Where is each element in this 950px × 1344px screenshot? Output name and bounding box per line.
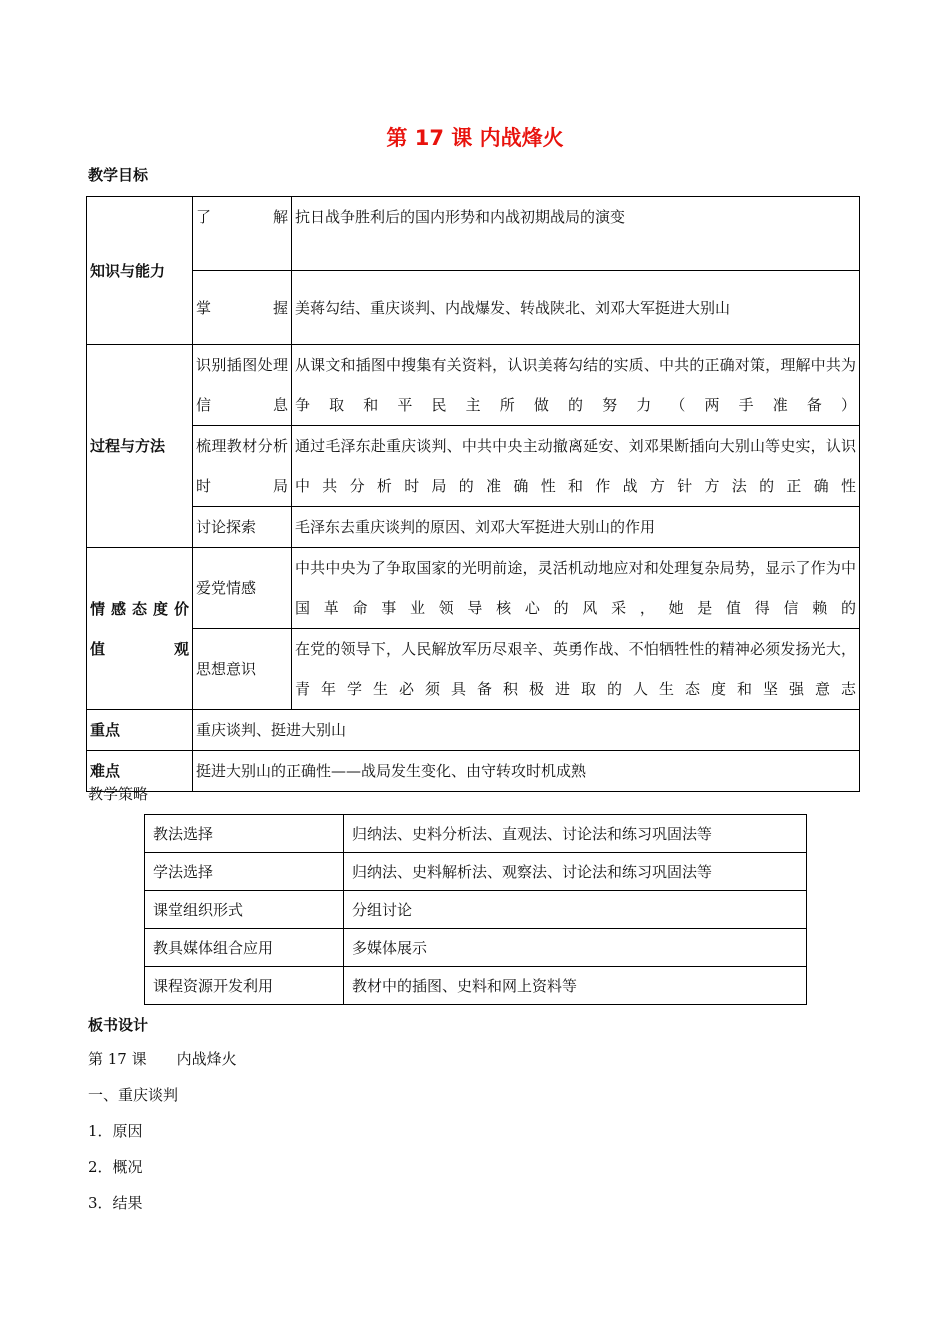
emotion-category: 情 感 态 度 价 值 观 <box>87 548 193 710</box>
row-label: 掌握 <box>193 271 292 345</box>
table-row <box>87 426 860 507</box>
table-row <box>145 853 807 891</box>
table-row <box>87 548 860 629</box>
strategy-label: 教法选择 <box>145 815 344 853</box>
board-heading: 板书设计 <box>88 1016 149 1034</box>
row-content: 抗日战争胜利后的国内形势和内战初期战局的演变 <box>292 197 860 271</box>
row-content: 毛泽东去重庆谈判的原因、刘邓大军挺进大别山的作用 <box>292 507 860 548</box>
row-content: 通过毛泽东赴重庆谈判、中共中央主动撤离延安、刘邓果断插向大别山等史实，认识中共分析时局的准确性和作战方针方法的正确性 <box>292 426 860 507</box>
table-row <box>87 710 860 751</box>
strategy-heading: 教学策略 <box>88 785 149 803</box>
process-category: 过程与方法 <box>87 345 193 548</box>
strategy-label: 课程资源开发利用 <box>145 967 344 1005</box>
row-label: 讨论探索 <box>193 507 292 548</box>
strategy-label: 课堂组织形式 <box>145 891 344 929</box>
row-label: 识别插图处理信息 <box>193 345 292 426</box>
table-row <box>87 507 860 548</box>
table-row <box>145 967 807 1005</box>
board-section-title: 一、重庆谈判 <box>88 1086 179 1104</box>
table-row <box>87 345 860 426</box>
strategy-value: 多媒体展示 <box>344 929 807 967</box>
strategy-value: 分组讨论 <box>344 891 807 929</box>
table-row <box>87 197 860 271</box>
board-item: 2．概况 <box>88 1158 143 1176</box>
strategy-label: 学法选择 <box>145 853 344 891</box>
board-item: 1．原因 <box>88 1122 143 1140</box>
difficulty-label: 难点 <box>87 751 193 792</box>
row-content: 从课文和插图中搜集有关资料，认识美蒋勾结的实质、中共的正确对策，理解中共为争取和平民主所做的努力（两手准备） <box>292 345 860 426</box>
page-title: 第 17 课 内战烽火 <box>386 126 564 150</box>
strategy-table <box>144 814 807 1005</box>
row-content: 在党的领导下，人民解放军历尽艰辛、英勇作战、不怕牺牲性的精神必须发扬光大，青年学生必须具备积极进取的人生态度和坚强意志 <box>292 629 860 710</box>
row-content: 中共中央为了争取国家的光明前途，灵活机动地应对和处理复杂局势，显示了作为中国革命事业领导核心的风采，她是值得信赖的 <box>292 548 860 629</box>
teaching-goals-heading: 教学目标 <box>88 166 149 184</box>
table-row <box>87 271 860 345</box>
table-row <box>87 751 860 792</box>
board-lesson-line: 第 17 课 内战烽火 <box>88 1050 237 1068</box>
table-row <box>145 929 807 967</box>
strategy-value: 归纳法、史料解析法、观察法、讨论法和练习巩固法等 <box>344 853 807 891</box>
table-row <box>87 629 860 710</box>
row-label: 爱党情感 <box>193 548 292 629</box>
knowledge-category: 知识与能力 <box>87 197 193 345</box>
key-point-content: 重庆谈判、挺进大别山 <box>193 710 860 751</box>
strategy-value: 教材中的插图、史料和网上资料等 <box>344 967 807 1005</box>
key-point-label: 重点 <box>87 710 193 751</box>
board-item: 3．结果 <box>88 1194 143 1212</box>
difficulty-content: 挺进大别山的正确性——战局发生变化、由守转攻时机成熟 <box>193 751 860 792</box>
table-row <box>145 891 807 929</box>
row-label: 了解 <box>193 197 292 271</box>
row-content: 美蒋勾结、重庆谈判、内战爆发、转战陕北、刘邓大军挺进大别山 <box>292 271 860 345</box>
row-label: 梳理教材分析时局 <box>193 426 292 507</box>
table-row <box>145 815 807 853</box>
strategy-label: 教具媒体组合应用 <box>145 929 344 967</box>
teaching-goals-table <box>86 196 860 792</box>
row-label: 思想意识 <box>193 629 292 710</box>
strategy-value: 归纳法、史料分析法、直观法、讨论法和练习巩固法等 <box>344 815 807 853</box>
